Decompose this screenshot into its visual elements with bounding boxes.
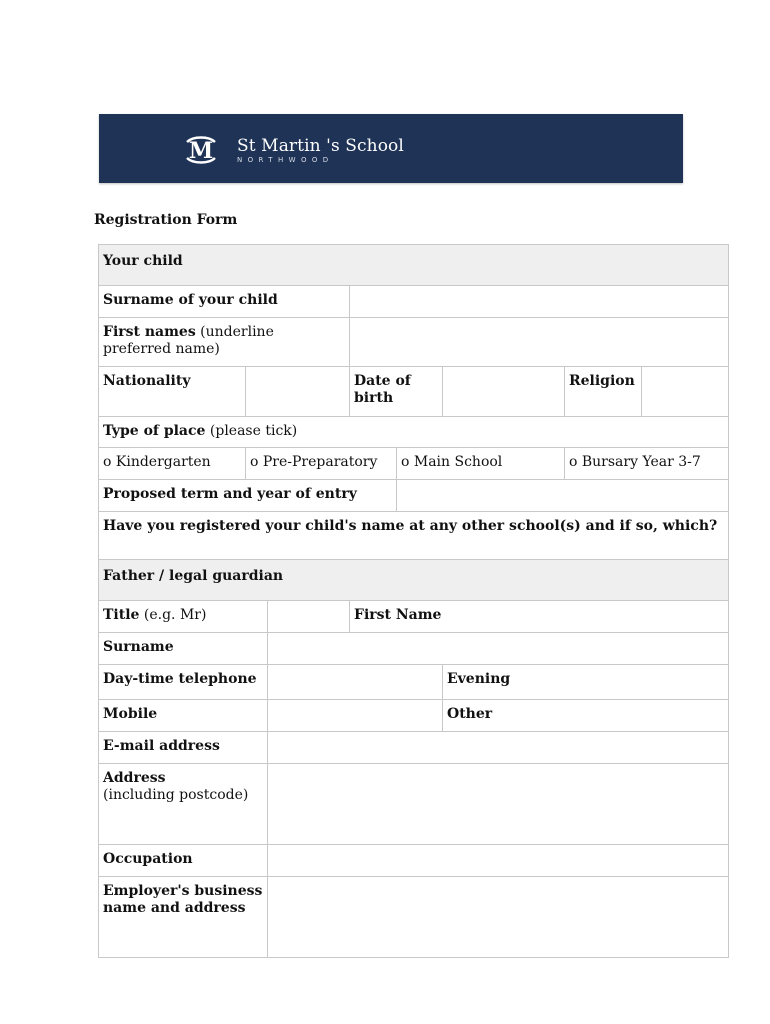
other-school-question[interactable]: Have you registered your child's name at any other school(s) and if so, which? [99, 512, 729, 560]
title-label-cell [99, 601, 268, 633]
address-field[interactable] [268, 764, 729, 845]
row-first-names [99, 318, 729, 367]
occupation-field[interactable] [268, 845, 729, 877]
option-bursary[interactable]: o Bursary Year 3-7 [565, 448, 729, 480]
section-your-child [99, 245, 729, 286]
daytime-tel-label: Day-time telephone [99, 665, 268, 700]
section-heading: Your child [99, 245, 729, 286]
nationality-field[interactable] [246, 367, 350, 417]
option-main-school[interactable]: o Main School [397, 448, 565, 480]
surname-field[interactable] [268, 633, 729, 665]
row-email [99, 732, 729, 764]
first-name-label[interactable]: First Name [350, 601, 729, 633]
option-pre-preparatory[interactable]: o Pre-Preparatory [246, 448, 397, 480]
nationality-label: Nationality [99, 367, 246, 417]
first-names-label-cell [99, 318, 350, 367]
row-occupation [99, 845, 729, 877]
mobile-label: Mobile [99, 700, 268, 732]
evening-label[interactable]: Evening [443, 665, 729, 700]
svg-text:M: M [188, 138, 214, 164]
address-note: (including postcode) [103, 787, 249, 803]
mobile-field[interactable] [268, 700, 443, 732]
section-heading: Father / legal guardian [99, 560, 729, 601]
row-address [99, 764, 729, 845]
row-title-firstname [99, 601, 729, 633]
surname-child-field[interactable] [350, 286, 729, 318]
first-names-field[interactable] [350, 318, 729, 367]
type-place-label: Type of place [103, 423, 206, 439]
first-names-note: (underline preferred name) [103, 324, 274, 357]
other-label[interactable]: Other [443, 700, 729, 732]
form-title: Registration Form [94, 212, 238, 228]
row-employer [99, 877, 729, 958]
row-other-schools [99, 512, 729, 560]
address-label-cell [99, 764, 268, 845]
religion-label: Religion [565, 367, 642, 417]
dob-label: Date of birth [350, 367, 443, 417]
type-place-cell [99, 417, 729, 448]
dob-field[interactable] [443, 367, 565, 417]
row-surname [99, 633, 729, 665]
row-type-of-place [99, 417, 729, 448]
school-name: St Martin 's School [237, 136, 404, 156]
email-label: E-mail address [99, 732, 268, 764]
first-names-label: First names [103, 324, 196, 340]
school-location: NORTHWOOD [237, 156, 334, 164]
title-field[interactable] [268, 601, 350, 633]
row-mobile [99, 700, 729, 732]
school-crest-icon [183, 134, 219, 166]
option-kindergarten[interactable]: o Kindergarten [99, 448, 246, 480]
registration-table [98, 244, 729, 958]
row-nationality-dob-religion [99, 367, 729, 417]
surname-label: Surname [99, 633, 268, 665]
row-proposed-term [99, 480, 729, 512]
section-father [99, 560, 729, 601]
employer-label: Employer's business name and address [99, 877, 268, 958]
row-surname-child [99, 286, 729, 318]
employer-field[interactable] [268, 877, 729, 958]
email-field[interactable] [268, 732, 729, 764]
proposed-term-label: Proposed term and year of entry [99, 480, 397, 512]
proposed-term-field[interactable] [397, 480, 729, 512]
type-place-note: (please tick) [209, 423, 298, 439]
school-banner [99, 114, 683, 183]
surname-child-label: Surname of your child [99, 286, 350, 318]
row-place-options [99, 448, 729, 480]
occupation-label: Occupation [99, 845, 268, 877]
title-note: (e.g. Mr) [143, 607, 207, 623]
address-label: Address [103, 770, 166, 786]
row-daytime-telephone [99, 665, 729, 700]
religion-field[interactable] [642, 367, 729, 417]
daytime-tel-field[interactable] [268, 665, 443, 700]
title-label: Title [103, 607, 140, 623]
